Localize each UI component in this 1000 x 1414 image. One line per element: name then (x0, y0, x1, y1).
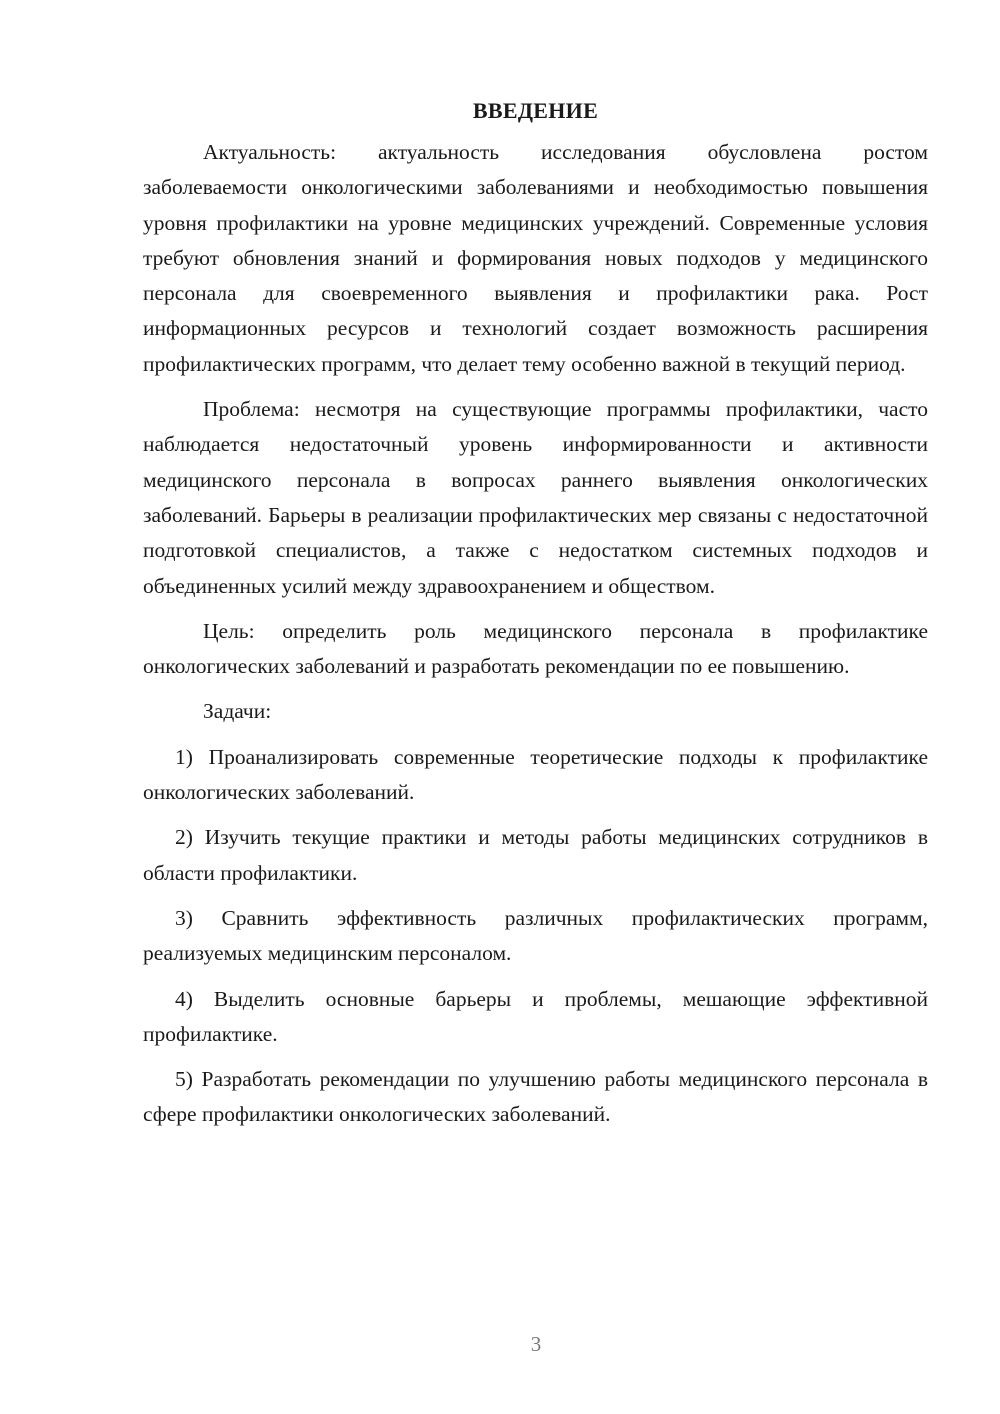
task-item: 4) Выделить основные барьеры и проблемы, мешающие эффективной профилактике. (143, 986, 928, 1046)
paragraph-goal: Цель: определить роль медицинского персонала в профилактике онкологических заболеваний и разработать рекомендации по ее повышению. (143, 618, 928, 679)
task-item: 1) Проанализировать современные теоретические подходы к профилактике онкологических заболеваний. (143, 744, 928, 805)
paragraph-relevance: Актуальность: актуальность исследования обусловлена ростом заболеваемости онкологическими заболеваниями и необходимостью повышения уровня профилактики на уровне медицинских учреждений. Современные условия требуют обновления знаний и формирования новых подходов у медицинского персонала для своевременного выявления и профилактики рака. Рост информационных ресурсов и технологий создает возможность расширения профилактических программ, что делает тему особенно важной в текущий период. (143, 140, 928, 376)
task-item: 5) Разработать рекомендации по улучшению работы медицинского персонала в сфере профилактики онкологических заболеваний. (143, 1067, 928, 1127)
paragraph-problem: Проблема: несмотря на существующие программы профилактики, часто наблюдается недостаточный уровень информированности и активности медицинского персонала в вопросах раннего выявления онкологических заболеваний. Барьеры в реализации профилактических мер связаны с недостаточной подготовкой специалистов, а также с недостатком системных подходов и объединенных усилий между здравоохранением и обществом. (143, 397, 928, 598)
task-item: 3) Сравнить эффективность различных профилактических программ, реализуемых медицинским персоналом. (143, 905, 928, 966)
page-content (143, 93, 928, 1143)
page-number: 3 (530, 1332, 542, 1356)
task-item: 2) Изучить текущие практики и методы работы медицинских сотрудников в области профилактики. (143, 825, 928, 885)
tasks-label: Задачи: (203, 699, 272, 724)
section-heading: ВВЕДЕНИЕ (472, 98, 599, 123)
